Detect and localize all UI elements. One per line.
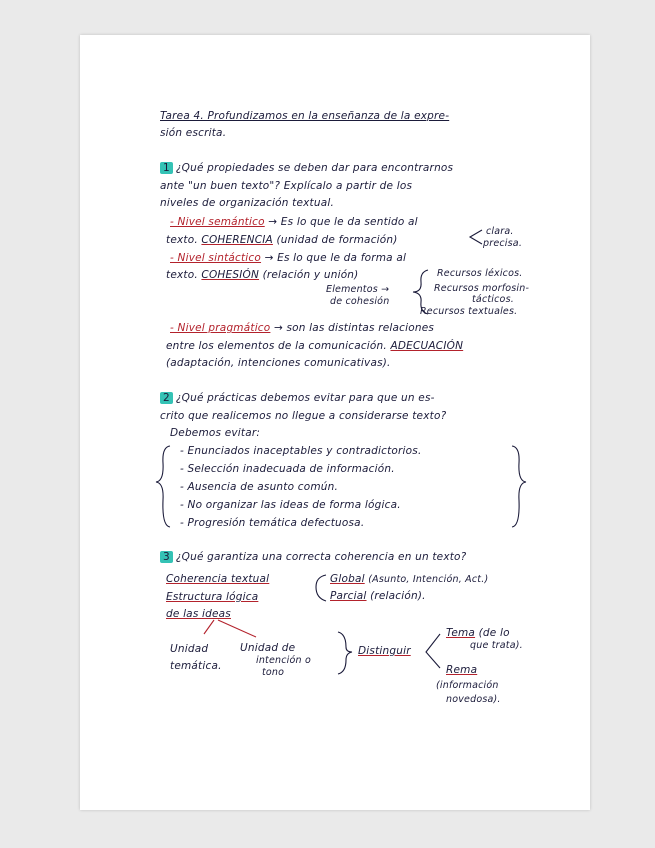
tema-desc-2: que trata). [470, 640, 523, 651]
question-number-3: 3 [160, 551, 173, 563]
nivel-sintactico-line-2: texto. COHESIÓN (relación y unión) [166, 269, 359, 281]
notebook-page [80, 35, 590, 810]
adecuacion-term: ADECUACIÓN [390, 340, 464, 352]
unidad-tematica-2: temática. [170, 660, 222, 672]
list-item: - Ausencia de asunto común. [180, 481, 339, 493]
question-2: 2 ¿Qué prácticas debemos evitar para que un es- [160, 392, 435, 404]
nivel-sintactico: - Nivel sintáctico → Es lo que le da forma al [170, 252, 407, 264]
cohesion-term: COHESIÓN [201, 269, 260, 281]
page-title [160, 110, 449, 122]
unidad-tematica-1: Unidad [170, 643, 209, 655]
nivel-semantico: - Nivel semántico → Es lo que le da sentido al [170, 216, 418, 228]
title-line-2: sión escrita. [160, 127, 227, 139]
distinguir-label: Distinguir [358, 645, 411, 657]
coherencia-term: COHERENCIA [201, 234, 273, 246]
recursos-textuales: Recursos textuales. [420, 306, 518, 317]
estructura-logica-2: de las ideas [166, 608, 231, 620]
question-1: 1 ¿Qué propiedades se deben dar para encontrarnos [160, 162, 453, 174]
question-2-line-3: Debemos evitar: [170, 427, 261, 439]
clara-label: clara. [486, 226, 514, 237]
list-item: - Selección inadecuada de información. [180, 463, 395, 475]
nivel-pragmatico-line-2: entre los elementos de la comunicación. ADECUACIÓN [166, 340, 464, 352]
question-1-line-2: ante "un buen texto"? Explícalo a partir de los [160, 180, 413, 192]
nivel-pragmatico: - Nivel pragmático → son las distintas relaciones [170, 322, 435, 334]
coherencia-global: Global (Asunto, Intención, Act.) [330, 573, 489, 585]
question-3: 3 ¿Qué garantiza una correcta coherencia en un texto? [160, 551, 466, 563]
question-1-line-3: niveles de organización textual. [160, 197, 335, 209]
recursos-morfosintacticos-1: Recursos morfosin- [434, 283, 530, 294]
rema-desc-1: (información [436, 680, 499, 691]
unidad-intencion-2: intención o [256, 655, 311, 666]
coherencia-textual: Coherencia textual [166, 573, 270, 585]
question-number-2: 2 [160, 392, 173, 404]
elementos-cohesion-2: de cohesión [330, 296, 390, 307]
elementos-cohesion-1: Elementos → [326, 284, 390, 295]
recursos-lexicos: Recursos léxicos. [437, 268, 523, 279]
rema-desc-2: novedosa). [446, 694, 501, 705]
list-item: - Progresión temática defectuosa. [180, 517, 365, 529]
nivel-semantico-line-2: texto. COHERENCIA (unidad de formación) [166, 234, 398, 246]
unidad-intencion-1: Unidad de [240, 642, 296, 654]
question-2-line-2: crito que realicemos no llegue a considerarse texto? [160, 410, 447, 422]
title-line-1: Tarea 4. Profundizamos en la enseñanza de la expre- [160, 110, 450, 122]
list-item: - Enunciados inaceptables y contradictorios. [180, 445, 422, 457]
coherencia-parcial: Parcial (relación). [330, 590, 426, 602]
recursos-morfosintacticos-2: tácticos. [472, 294, 514, 305]
list-item: - No organizar las ideas de forma lógica. [180, 499, 401, 511]
unidad-intencion-3: tono [262, 667, 285, 678]
estructura-logica-1: Estructura lógica [166, 591, 259, 603]
tema-label: Tema (de lo [446, 627, 510, 639]
nivel-pragmatico-line-3: (adaptación, intenciones comunicativas). [166, 357, 391, 369]
precisa-label: precisa. [483, 238, 523, 249]
question-number-1: 1 [160, 162, 173, 174]
rema-label: Rema [446, 664, 478, 676]
